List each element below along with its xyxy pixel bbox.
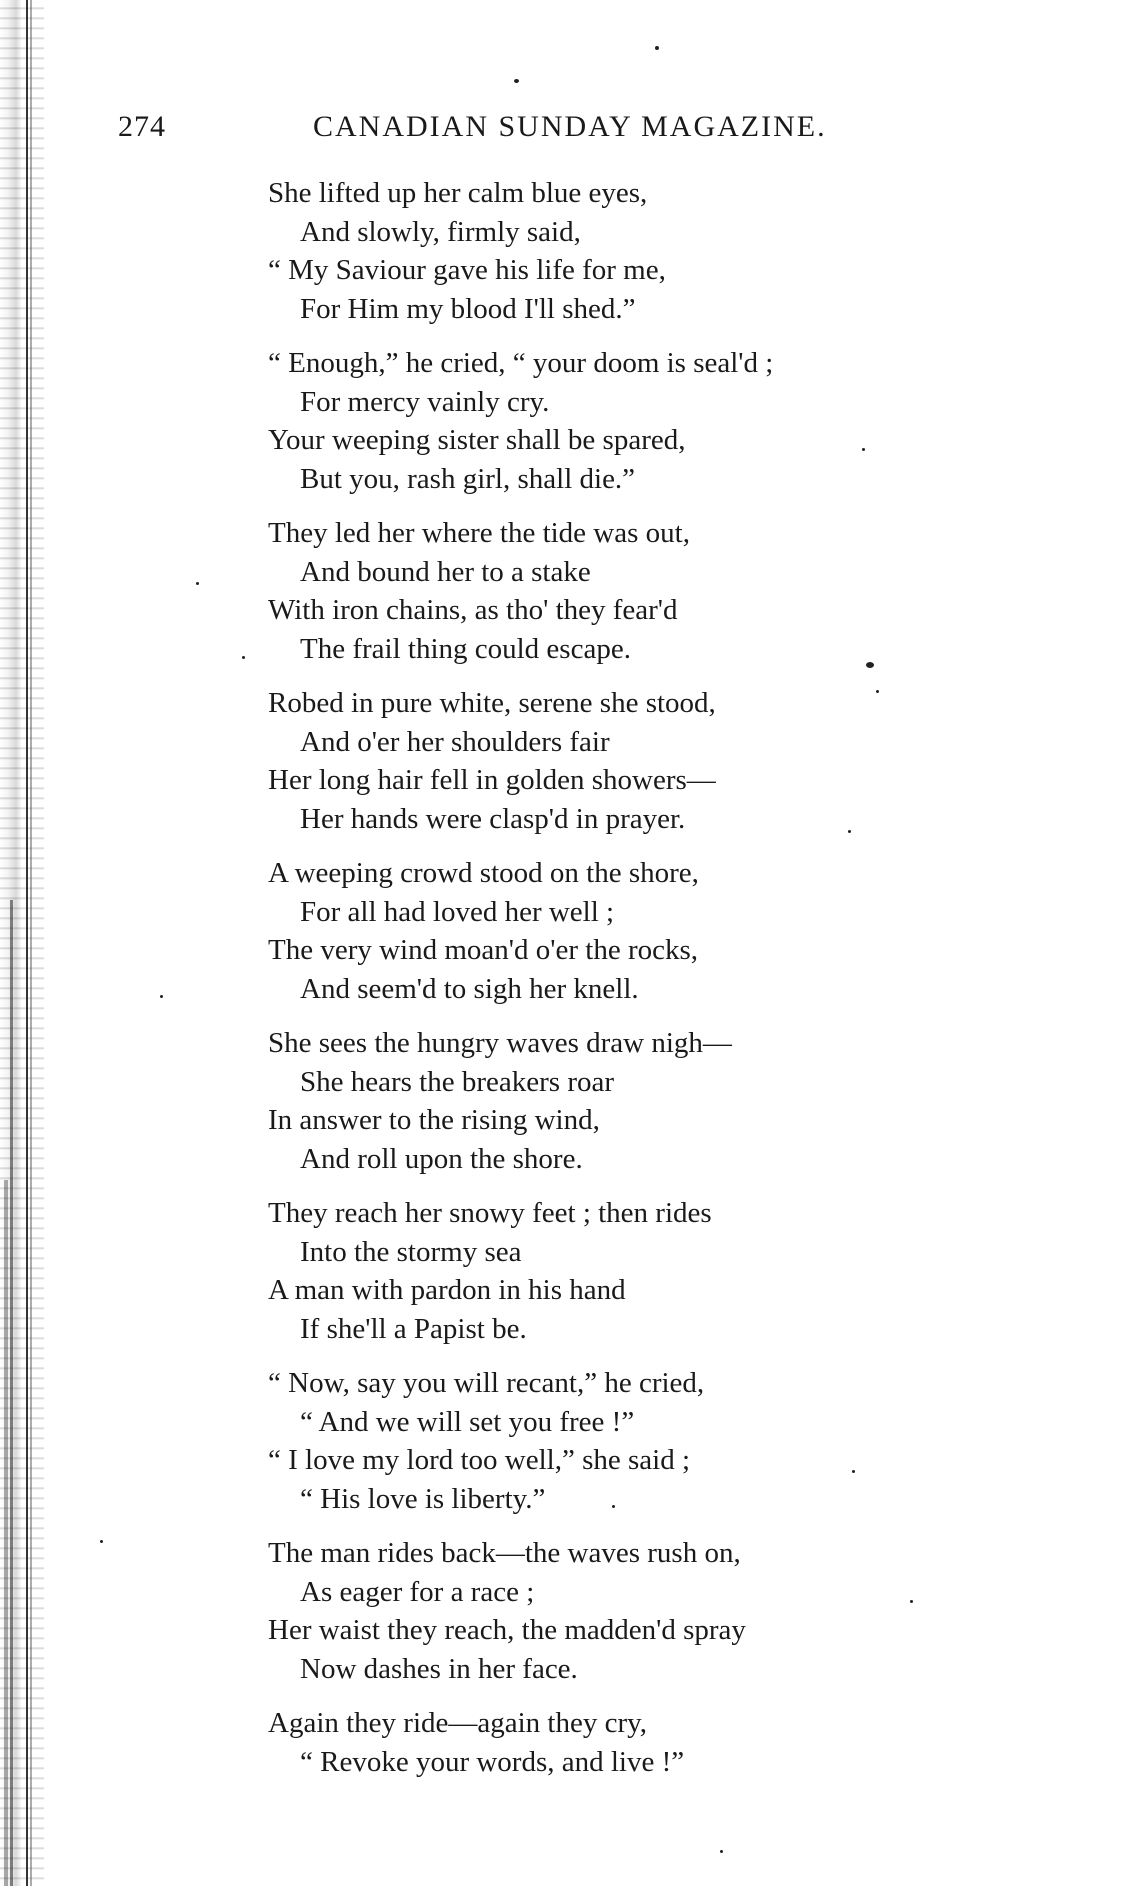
poem-line: They led her where the tide was out, [268,517,690,549]
poem-line: And bound her to a stake [300,555,591,588]
poem-line: “ Enough,” he cried, “ your doom is seal'd ; [268,347,774,379]
print-speck [160,995,163,998]
stanza [268,514,888,668]
stanza [268,1024,888,1178]
poem-line: As eager for a race ; [300,1575,535,1608]
poem-line: Her long hair fell in golden showers— [268,764,716,796]
poem-line: “ I love my lord too well,” she said ; [268,1444,691,1476]
binding-rule [10,900,13,1886]
print-speck [866,662,874,668]
print-speck [242,656,245,659]
poem-line: The man rides back—the waves rush on, [268,1537,741,1569]
poem-line: The very wind moan'd o'er the rocks, [268,934,699,966]
print-speck [100,1540,103,1543]
poem-line: The frail thing could escape. [300,632,631,665]
poem-line: If she'll a Papist be. [300,1312,527,1345]
poem-line: She lifted up her calm blue eyes, [268,177,648,209]
poem-line: “ And we will set you free !” [300,1405,635,1438]
page-header [118,110,850,150]
stanza [268,1534,888,1688]
poem-line: For mercy vainly cry. [300,385,550,418]
print-speck [852,1470,855,1473]
poem-line: “ My Saviour gave his life for me, [268,254,666,286]
print-speck [876,690,879,693]
poem-line: A weeping crowd stood on the shore, [268,857,699,889]
poem-body [268,174,888,1797]
poem-line: For Him my blood I'll shed.” [300,292,636,325]
poem-line: With iron chains, as tho' they fear'd [268,594,678,626]
poem-line: Into the stormy sea [300,1235,522,1268]
poem-line: And roll upon the shore. [300,1142,583,1175]
poem-line: “ Revoke your words, and live !” [300,1745,685,1778]
print-speck [862,448,865,451]
print-speck [514,79,519,83]
poem-line: And o'er her shoulders fair [300,725,610,758]
binding-rule [4,1180,8,1886]
stanza [268,344,888,498]
stanza [268,1704,888,1781]
stanza [268,1364,888,1518]
print-speck [848,830,851,833]
poem-line: And seem'd to sigh her knell. [300,972,639,1005]
page-number: 274 [118,110,166,143]
poem-line: In answer to the rising wind, [268,1104,600,1136]
poem-line: And slowly, firmly said, [300,215,581,248]
poem-line: For all had loved her well ; [300,895,615,928]
poem-line: A man with pardon in his hand [268,1274,626,1306]
poem-line: Your weeping sister shall be spared, [268,424,686,456]
poem-line: She hears the breakers roar [300,1065,615,1098]
running-title: CANADIAN SUNDAY MAGAZINE. [313,110,827,143]
binding-rule [26,0,28,1886]
poem-line: Now dashes in her face. [300,1652,578,1685]
binding-rule [30,0,32,1886]
print-speck [720,1850,723,1853]
poem-line: She sees the hungry waves draw nigh— [268,1027,732,1059]
stanza [268,174,888,328]
poem-line: Robed in pure white, serene she stood, [268,687,716,719]
poem-line: Her hands were clasp'd in prayer. [300,802,686,835]
stanza [268,684,888,838]
print-speck [655,46,659,50]
poem-line: “ Now, say you will recant,” he cried, [268,1367,705,1399]
poem-line: But you, rash girl, shall die.” [300,462,636,495]
poem-line: “ His love is liberty.” [300,1482,546,1515]
poem-line: Her waist they reach, the madden'd spray [268,1614,746,1646]
poem-line: They reach her snowy feet ; then rides [268,1197,712,1229]
poem-line: Again they ride—again they cry, [268,1707,648,1739]
stanza [268,854,888,1008]
print-speck [612,1505,615,1508]
print-speck [196,582,199,585]
print-speck [910,1600,913,1603]
stanza [268,1194,888,1348]
